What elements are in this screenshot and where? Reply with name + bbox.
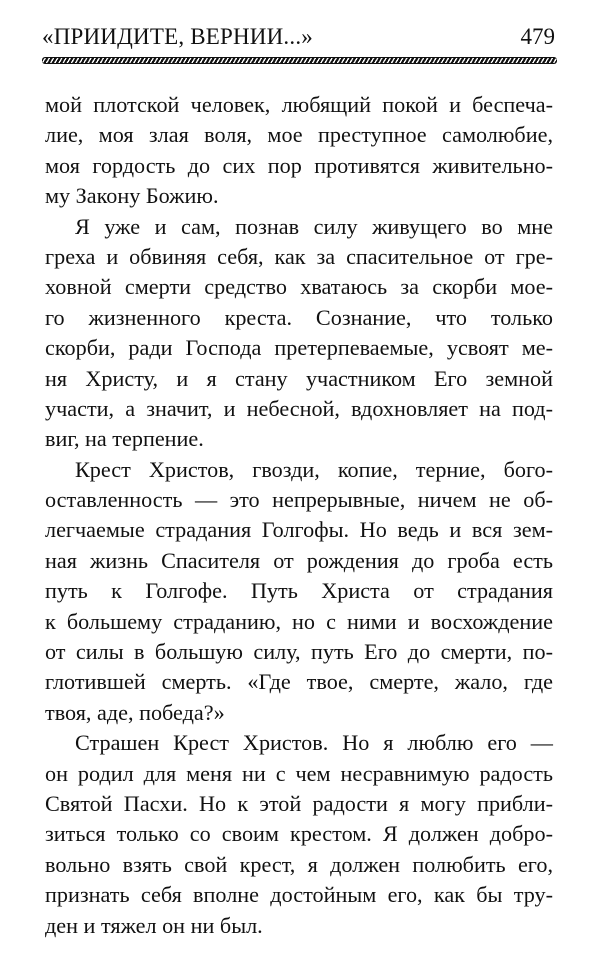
text-body [45,90,553,941]
text-line: твоя, аде, победа?» [45,699,225,725]
text-line: го жизненного креста. Сознание, что только [45,304,553,330]
paragraph [45,90,553,212]
text-line: он родил для меня ни с чем несравнимую радость [45,760,553,786]
text-line: ная жизнь Спасителя от рождения до гроба есть [45,547,553,573]
paragraph [45,212,553,455]
text-line: вольно взять свой крест, я должен полюбить его, [45,851,553,877]
rope-rule-divider [42,57,557,64]
text-line: ховной смерти средство хватаюсь за скорби мое- [45,274,553,300]
text-line: Крест Христов, гвозди, копие, терние, бого- [75,456,553,482]
text-line: Я уже и сам, познав силу живущего во мне [75,213,553,239]
paragraph [45,728,553,941]
text-line: ня Христу, и я стану участником Его земной [45,365,553,391]
text-line: ден и тяжел он ни был. [45,912,263,938]
text-line: участи, а значит, и небесной, вдохновляет на под- [45,395,553,421]
text-line: путь к Голгофе. Путь Христа от страдания [45,578,553,604]
text-line: оставленность — это непрерывные, ничем не об- [45,487,553,513]
page-number: 479 [520,24,555,49]
text-line: моя гордость до сих пор противятся живительно- [45,152,553,178]
text-line: признать себя вполне достойным его, как бы тру- [45,882,553,908]
running-title: «ПРИИДИТЕ, ВЕРНИИ...» [42,24,313,49]
text-line: лие, моя злая воля, мое преступное самолюбие, [45,122,553,148]
page-header [42,22,557,52]
text-line: Страшен Крест Христов. Но я люблю его — [75,730,553,756]
text-line: от силы в большую силу, путь Его до смерти, по- [45,639,553,665]
text-line: виг, на терпение. [45,426,204,452]
paragraph [45,455,553,729]
text-line: скорби, ради Господа претерпеваемые, усвоят ме- [45,335,553,361]
text-line: глотившей смерть. «Где твое, смерте, жало, где [45,669,553,695]
text-line: зиться только со своим крестом. Я должен добро- [45,821,553,847]
text-line: легчаемые страдания Голгофы. Но ведь и вся зем- [45,517,553,543]
text-line: греха и обвиняя себя, как за спасительное от гре- [45,243,553,269]
text-line: Святой Пасхи. Но к этой радости я могу прибли- [45,790,553,816]
text-line: му Закону Божию. [45,183,219,209]
text-line: мой плотской человек, любящий покой и беспеча- [45,92,553,117]
text-line: к большему страданию, но с ними и восхождение [45,608,553,634]
